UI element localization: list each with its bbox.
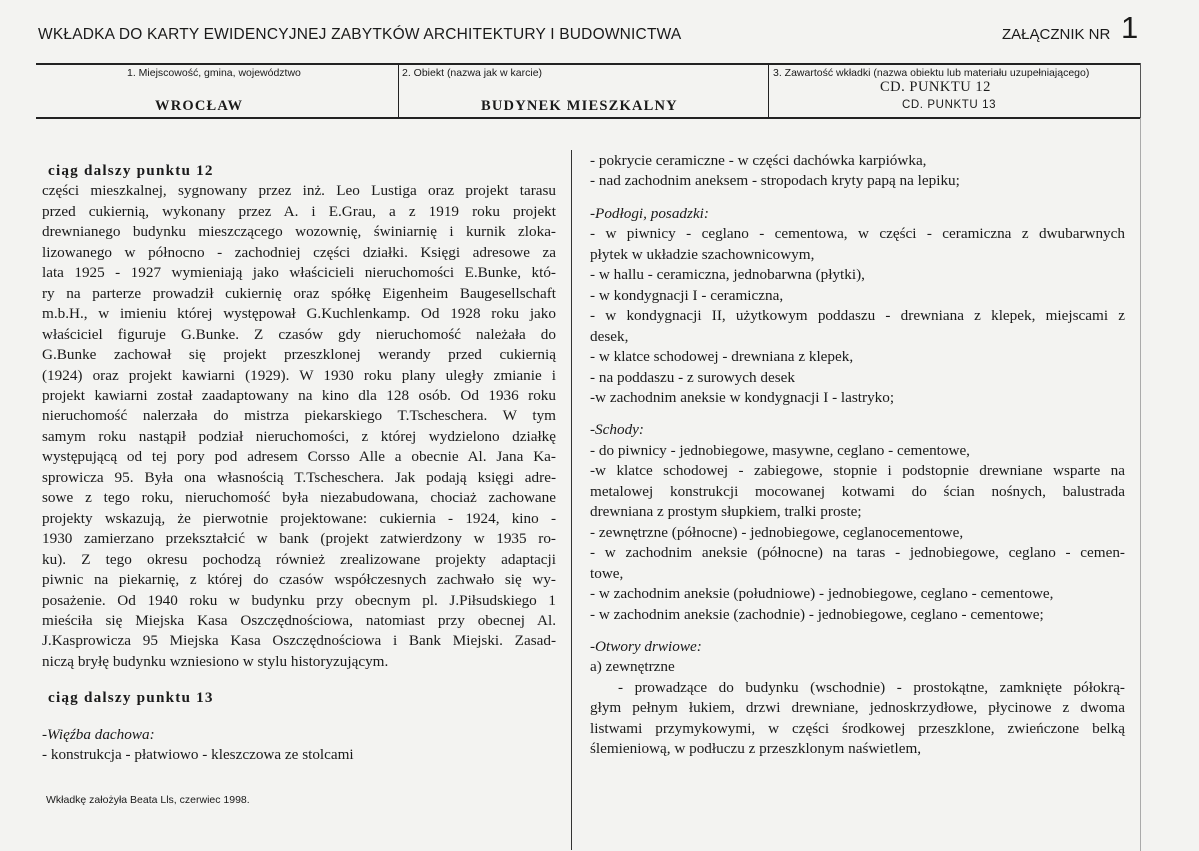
schody-just-line-2: - w zachodnim aneksie (północne) na taras - jednobiegowe, ceglano - cemen- (590, 544, 1125, 562)
list-line: - nad zachodnim aneksem - stropodach kryty papą na lepiku; (590, 172, 960, 190)
list-line: - w klatce schodowej - drewniana z klepek, (590, 348, 854, 366)
paragraph-line: sprowicza 95. Była ona własnością T.Tscheschera. Jak podają księgi adre- (42, 468, 556, 486)
podlogi-line-1: - w piwnicy - ceglano - cementowa, w części - ceramiczna z dwubarwnych (590, 225, 1125, 243)
section-otwory: -Otwory drwiowe: (590, 637, 702, 655)
paragraph-line: występującą od tej pory pod adresem Corsso Alle a obecnie Al. Jana Ka- (42, 448, 556, 466)
contents-caption: 3. Zawartość wkładki (nazwa obiektu lub materiału uzupełniającego) (773, 67, 1090, 79)
list-line: - w zachodnim aneksie (południowe) - jednobiegowe, ceglano - cementowe, (590, 585, 1054, 603)
otwory-justified (590, 698, 1125, 739)
wiezba-line: - konstrukcja - płatwiowo - kleszczowa ze stolcami (42, 746, 354, 764)
paragraph-line: samym roku nastąpił podział nieruchomości, z której wydzielono działkę (42, 427, 556, 445)
point-12-paragraph (42, 181, 556, 651)
table-bottom-rule (36, 117, 1140, 119)
table-top-rule (36, 63, 1140, 65)
annex-number: 1 (1121, 10, 1139, 45)
section-podlogi: -Podłogi, posadzki: (590, 204, 709, 222)
paragraph-line: 1930 zamierzano przekształcić w bank (projekt zatwierdzony w 1935 ro- (42, 530, 556, 548)
table-divider-1 (398, 63, 399, 118)
paragraph-line: projekty wskazują, że pierwotnie projektowane: cukiernia - 1924, kino - (42, 509, 556, 527)
list-line: płytek w układzie szachownicowym, (590, 245, 815, 263)
left-column (42, 162, 556, 766)
object-value: BUDYNEK MIESZKALNY (481, 98, 678, 114)
paragraph-line: przed cukiernią, wykonany przez A. i E.Grau, a z 1919 roku projekt (42, 202, 556, 220)
paragraph-line: G.Bunke zachował się projekt przeszklonej werandy przed cukiernią (42, 346, 556, 364)
podlogi-list-1 (590, 245, 1125, 306)
document-title: WKŁADKA DO KARTY EWIDENCYJNEJ ZABYTKÓW ARCHITEKTURY I BUDOWNICTWA (38, 26, 682, 43)
column-divider (571, 150, 572, 850)
paragraph-line: posażenie. Od 1940 roku w budynku przy obecnym pl. J.Piłsudskiego 1 (42, 591, 556, 609)
paragraph-line: sowe z tego roku, nieruchomość była niezabudowana, chociaż zachowane (42, 489, 556, 507)
contents-value-12: CD. PUNKTU 12 (880, 79, 991, 95)
right-column (590, 151, 1125, 760)
list-line: - na poddaszu - z surowych desek (590, 368, 795, 386)
paragraph-line: mieściła się Miejska Kasa Oszczędnościowa, natomiast przy obecnej Al. (42, 611, 556, 629)
paragraph-line: właściciel figuruje G.Bunke. Z czasów gdy nieruchomość należała do (42, 325, 556, 343)
paragraph-line: nieruchomość nalerzała do mistrza piekarskiego T.Tscheschera. W tym (42, 407, 556, 425)
list-line: desek, (590, 327, 629, 345)
list-line: - w zachodnim aneksie (zachodnie) - jednobiegowe, ceglano - cementowe; (590, 605, 1044, 623)
annex-label: ZAŁĄCZNIK NR (1002, 26, 1111, 43)
section-schody: -Schody: (590, 421, 644, 439)
paragraph-line: metalowej konstrukcji mocowanej kotwami do ścian nośnych, balustrada (590, 482, 1125, 500)
podlogi-line-5: - w kondygnacji II, użytkowym poddaszu - drewniana z klepek, miejscami z (590, 307, 1125, 325)
paragraph-line: m.b.H., w imieniu której występował G.Kuchlenkamp. Od 1928 roku jako (42, 305, 556, 323)
podlogi-list-2 (590, 327, 1125, 409)
section-wiezba: -Więźba dachowa: (42, 725, 155, 743)
locality-value: WROCŁAW (155, 98, 244, 114)
paragraph-line: drewnianego budynku mieszczącego wozownię, świniarnię i kurnik zloka- (42, 223, 556, 241)
heading-point-13: ciąg dalszy punktu 13 (48, 689, 214, 707)
object-caption: 2. Obiekt (nazwa jak w karcie) (402, 67, 543, 79)
heading-point-12: ciąg dalszy punktu 12 (48, 162, 214, 179)
schody-list-2 (590, 564, 1125, 625)
paragraph-line: części mieszkalnej, sygnowany przez inż. Leo Lustiga oraz projekt tarasu (42, 182, 556, 200)
paragraph-line: ry na parterze prowadził cukiernię oraz spółkę Eigenheim Baugesellschaft (42, 284, 556, 302)
paragraph-line: listwami przymykowymi, w części środkowej przeszklone, zwieńczone belką (590, 719, 1125, 737)
locality-caption: 1. Miejscowość, gmina, województwo (127, 67, 301, 79)
point-12-last-line: niczą bryłę budynku wzniesiono w stylu historyzującym. (42, 652, 389, 670)
paragraph-line: głym pełnym łukiem, drzwi drewniane, jednoskrzydłowe, płycinowe z dwoma (590, 699, 1125, 717)
contents-value-13: CD. PUNKTU 13 (902, 99, 997, 111)
list-line: -w zachodnim aneksie w kondygnacji I - lastryko; (590, 388, 895, 406)
paragraph-line: projekt kawiarni został zaadaptowany na kino dla 128 osób. Od 1936 roku (42, 386, 556, 404)
paragraph-line: -w klatce schodowej - zabiegowe, stopnie i podstopnie drewniane wsparte na (590, 462, 1125, 480)
paragraph-line: lata 1925 - 1927 wymieniają jako właścicieli nieruchomości E.Bunke, któ- (42, 264, 556, 282)
schody-list-1 (590, 502, 1125, 543)
list-line: - w kondygnacji I - ceramiczna, (590, 286, 784, 304)
paragraph-line: (1924) oraz projekt kawiarni (1929). W 1930 roku plany uległy zmianie i (42, 366, 556, 384)
table-divider-2 (768, 63, 769, 118)
paragraph-line: ku). Z tego okresu pochodzą również zrealizowane projekty adaptacji (42, 550, 556, 568)
footer-note: Wkładkę założyła Beata Lls, czerwiec 1998. (46, 794, 250, 806)
list-line: - zewnętrzne (północne) - jednobiegowe, ceglanocementowe, (590, 523, 964, 541)
paragraph-line: piwnic na piekarnię, z której do czasów współczesnych zachwało się wy- (42, 571, 556, 589)
schody-justified (590, 461, 1125, 502)
otwory-first-line: - prowadzące do budynku (wschodnie) - prostokątne, zamknięte półokrą- (618, 678, 1125, 696)
schody-line-1: - do piwnicy - jednobiegowe, masywne, ceglano - cementowe, (590, 441, 970, 459)
otwory-last-line: ślemieniową, w podłuczu z przeszklonym naświetlem, (590, 740, 922, 758)
list-line: - w hallu - ceramiczna, jednobarwna (płytki), (590, 266, 865, 284)
list-line: towe, (590, 564, 624, 582)
list-line: drewniana z prostym słupkiem, tralki proste; (590, 503, 862, 521)
otwory-a: a) zewnętrzne (590, 658, 675, 676)
page-right-edge (1140, 118, 1141, 851)
paragraph-line: lizowanego w północno - zachodniej części działki. Księgi adresowe za (42, 243, 556, 261)
roof-list (590, 151, 1125, 192)
paragraph-line: J.Kasprowicza 95 Miejska Kasa Oszczędnościowa i Bank Miejski. Zasad- (42, 632, 556, 650)
table-right-edge (1140, 63, 1141, 118)
list-line: - pokrycie ceramiczne - w części dachówka karpiówka, (590, 152, 927, 169)
